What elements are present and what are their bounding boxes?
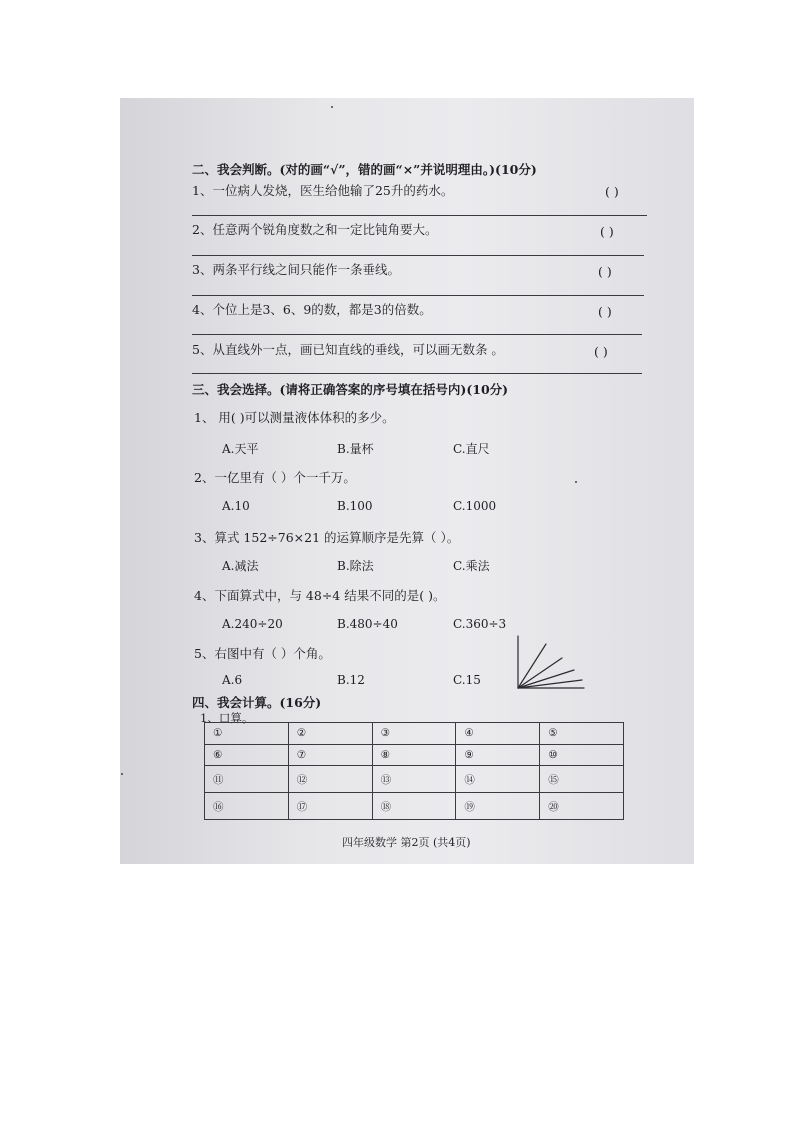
choice-3-option-b[interactable]: B.除法 bbox=[337, 559, 374, 573]
choice-question-2: 2、一亿里有（ ）个一千万。 bbox=[194, 470, 356, 485]
speck bbox=[575, 481, 577, 483]
choice-question-1: 1、 用( )可以测量液体体积的多少。 bbox=[194, 410, 395, 425]
judge-answer-5[interactable]: ( ) bbox=[594, 344, 608, 359]
grid-cell[interactable]: ⑳ bbox=[540, 793, 624, 820]
grid-cell[interactable]: ⑯ bbox=[205, 793, 289, 820]
grid-cell[interactable]: ⑰ bbox=[288, 793, 372, 820]
choice-5-option-a[interactable]: A.6 bbox=[222, 673, 243, 687]
grid-cell[interactable]: ⑤ bbox=[540, 723, 624, 745]
grid-row bbox=[205, 766, 624, 793]
page-footer: 四年级数学 第2页 (共4页) bbox=[342, 836, 471, 849]
choice-4-option-c[interactable]: C.360÷3 bbox=[453, 617, 507, 631]
judge-item-2: 2、任意两个锐角度数之和一定比钝角要大。 bbox=[192, 222, 438, 237]
choice-1-option-a[interactable]: A.天平 bbox=[222, 442, 259, 456]
grid-cell[interactable]: ⑧ bbox=[372, 744, 456, 766]
grid-cell[interactable]: ③ bbox=[372, 723, 456, 745]
judge-item-1: 1、一位病人发烧，医生给他输了25升的药水。 bbox=[192, 183, 454, 198]
grid-cell[interactable]: ⑦ bbox=[288, 744, 372, 766]
grid-cell[interactable]: ④ bbox=[456, 723, 540, 745]
grid-row bbox=[205, 793, 624, 820]
section-3-title: 三、我会选择。(请将正确答案的序号填在括号内)(10分) bbox=[192, 382, 509, 397]
reason-line-2 bbox=[192, 255, 644, 256]
ray-line bbox=[518, 670, 574, 688]
grid-cell[interactable]: ⑫ bbox=[288, 766, 372, 793]
choice-3-option-a[interactable]: A.减法 bbox=[222, 559, 259, 573]
grid-cell[interactable]: ⑮ bbox=[540, 766, 624, 793]
ray-line bbox=[518, 644, 546, 688]
choice-1-option-b[interactable]: B.量杯 bbox=[337, 442, 374, 456]
choice-4-option-b[interactable]: B.480÷40 bbox=[337, 617, 398, 631]
choice-2-option-b[interactable]: B.100 bbox=[337, 499, 373, 513]
section-2-title: 二、我会判断。(对的画“√”，错的画“×”并说明理由。)(10分) bbox=[192, 162, 537, 177]
oral-calc-label: 1、口算。 bbox=[200, 711, 254, 725]
angle-rays-figure bbox=[512, 632, 588, 692]
grid-cell[interactable]: ⑬ bbox=[372, 766, 456, 793]
reason-line-3 bbox=[192, 295, 644, 296]
choice-5-option-b[interactable]: B.12 bbox=[337, 673, 365, 687]
speck bbox=[121, 773, 123, 775]
grid-cell[interactable]: ⑥ bbox=[205, 744, 289, 766]
reason-line-4 bbox=[192, 334, 642, 335]
grid-cell[interactable]: ⑭ bbox=[456, 766, 540, 793]
choice-1-option-c[interactable]: C.直尺 bbox=[453, 442, 490, 456]
choice-2-option-a[interactable]: A.10 bbox=[222, 499, 250, 513]
choice-5-option-c[interactable]: C.15 bbox=[453, 673, 481, 687]
grid-cell[interactable]: ⑨ bbox=[456, 744, 540, 766]
judge-answer-1[interactable]: ( ) bbox=[605, 184, 619, 199]
judge-answer-3[interactable]: ( ) bbox=[598, 264, 612, 279]
choice-question-3: 3、算式 152÷76×21 的运算顺序是先算（ ）。 bbox=[194, 530, 460, 545]
grid-cell[interactable]: ⑱ bbox=[372, 793, 456, 820]
choice-4-option-a[interactable]: A.240÷20 bbox=[222, 617, 283, 631]
speck bbox=[331, 106, 333, 108]
oral-calculation-grid bbox=[204, 722, 624, 820]
grid-cell[interactable]: ② bbox=[288, 723, 372, 745]
reason-line-1 bbox=[192, 215, 647, 216]
section-4-title: 四、我会计算。(16分) bbox=[192, 695, 322, 710]
reason-line-5 bbox=[192, 373, 642, 374]
judge-item-5: 5、从直线外一点，画已知直线的垂线，可以画无数条 。 bbox=[192, 342, 504, 357]
grid-cell[interactable]: ⑪ bbox=[205, 766, 289, 793]
judge-answer-4[interactable]: ( ) bbox=[598, 304, 612, 319]
judge-item-4: 4、个位上是3、6、9的数，都是3的倍数。 bbox=[192, 302, 432, 317]
choice-3-option-c[interactable]: C.乘法 bbox=[453, 559, 490, 573]
choice-2-option-c[interactable]: C.1000 bbox=[453, 499, 497, 513]
grid-cell[interactable]: ⑲ bbox=[456, 793, 540, 820]
grid-cell[interactable]: ⑩ bbox=[540, 744, 624, 766]
judge-item-3: 3、两条平行线之间只能作一条垂线。 bbox=[192, 262, 400, 277]
judge-answer-2[interactable]: ( ) bbox=[600, 224, 614, 239]
grid-cell[interactable]: ① bbox=[205, 723, 289, 745]
grid-row bbox=[205, 744, 624, 766]
choice-question-4: 4、下面算式中，与 48÷4 结果不同的是( )。 bbox=[194, 588, 446, 603]
grid-row bbox=[205, 723, 624, 745]
choice-question-5: 5、右图中有（ ）个角。 bbox=[194, 646, 331, 661]
